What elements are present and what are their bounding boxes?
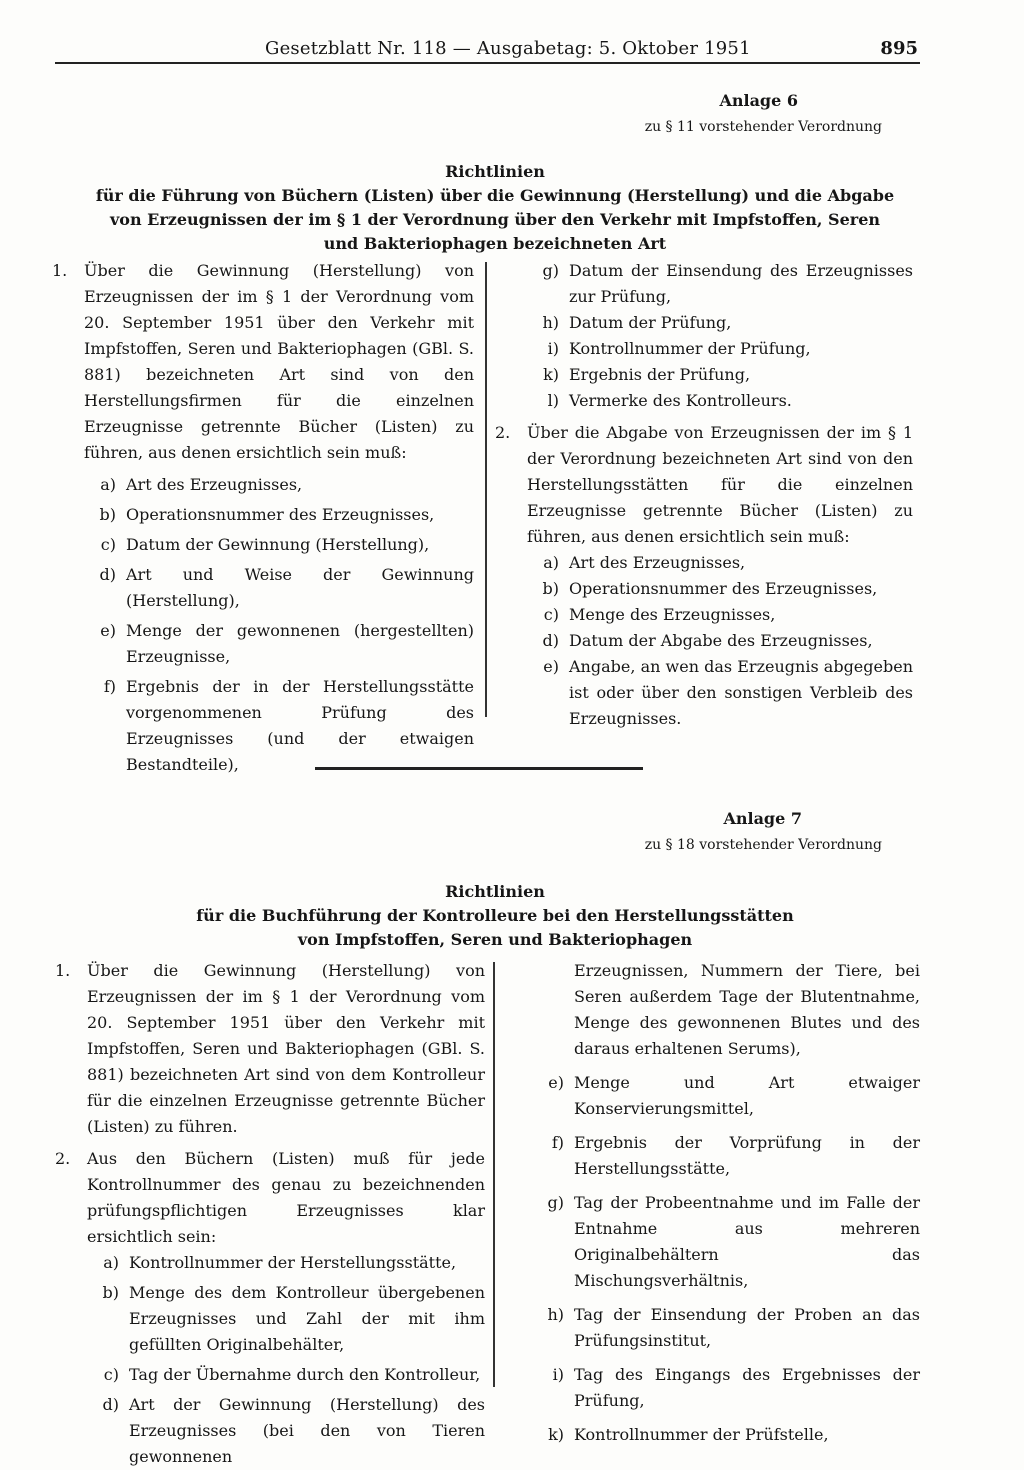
annex6-title bbox=[75, 160, 915, 256]
section-divider bbox=[315, 767, 643, 770]
list-item bbox=[527, 336, 913, 362]
list-item-text: Art des Erzeugnisses, bbox=[569, 553, 746, 572]
annex7-item-1 bbox=[55, 958, 485, 1140]
list-item-text: Ergebnis der Prüfung, bbox=[569, 365, 751, 384]
list-item bbox=[84, 618, 474, 670]
annex7-title bbox=[90, 880, 900, 952]
annex6-item-2 bbox=[495, 420, 913, 550]
annex6-title-line: für die Führung von Büchern (Listen) über die Gewinnung (Herstellung) und die Abgabe bbox=[95, 186, 895, 205]
list-item-text: Datum der Abgabe des Erzeugnisses, bbox=[569, 631, 873, 650]
annex6-left-column bbox=[52, 258, 474, 778]
annex7-title-line: Richtlinien bbox=[445, 882, 545, 901]
list-item-label: c) bbox=[103, 1365, 119, 1384]
list-item bbox=[527, 310, 913, 336]
item-number: 2. bbox=[495, 423, 511, 442]
list-item-text: Art und Weise der Gewinnung (Herstellung), bbox=[126, 565, 474, 610]
list-item bbox=[527, 628, 913, 654]
list-item-text: Menge der gewonnenen (hergestellten) Erzeugnisse, bbox=[126, 621, 474, 666]
list-item-label: h) bbox=[547, 1305, 564, 1324]
column-divider bbox=[493, 962, 495, 1387]
page-number: 895 bbox=[880, 38, 918, 59]
list-item-label: l) bbox=[547, 391, 559, 410]
page-header bbox=[90, 36, 918, 60]
list-item-label: i) bbox=[552, 1365, 564, 1384]
list-item-text: Menge des dem Kontrolleur übergebenen Erzeugnisses und Zahl der mit ihm gefüllten Originalbehälter, bbox=[129, 1283, 485, 1354]
list-item bbox=[84, 532, 474, 558]
list-item-label: a) bbox=[103, 1253, 119, 1272]
list-item-label: d) bbox=[102, 1395, 119, 1414]
list-item-label: d) bbox=[542, 631, 559, 650]
list-item bbox=[527, 362, 913, 388]
list-item-text: Tag der Probeentnahme und im Falle der Entnahme aus mehreren Originalbehältern das Mischungsverhältnis, bbox=[574, 1193, 920, 1290]
list-item bbox=[84, 562, 474, 614]
item-number: 2. bbox=[55, 1149, 71, 1168]
list-item bbox=[87, 1392, 485, 1470]
list-item-text: Kontrollnummer der Prüfstelle, bbox=[574, 1425, 829, 1444]
column-divider bbox=[485, 262, 487, 717]
list-item bbox=[532, 1302, 920, 1354]
list-item-text: Datum der Gewinnung (Herstellung), bbox=[126, 535, 430, 554]
list-item bbox=[527, 602, 913, 628]
list-item-text: Menge des Erzeugnisses, bbox=[569, 605, 776, 624]
annex7-item-2 bbox=[55, 1146, 485, 1250]
list-item bbox=[527, 388, 913, 414]
list-item-text: Art des Erzeugnisses, bbox=[126, 475, 303, 494]
list-item-continuation bbox=[532, 958, 920, 1062]
list-item-text: Datum der Einsendung des Erzeugnisses zur Prüfung, bbox=[569, 261, 913, 306]
list-item-text: Vermerke des Kontrolleurs. bbox=[569, 391, 792, 410]
list-item bbox=[527, 654, 913, 732]
annex6-reference: zu § 11 vorstehender Verordnung bbox=[644, 119, 882, 135]
list-item-text: Datum der Prüfung, bbox=[569, 313, 732, 332]
list-item-label: b) bbox=[99, 505, 116, 524]
list-item-label: i) bbox=[547, 339, 559, 358]
list-item-label: g) bbox=[547, 1193, 564, 1212]
list-item-label: a) bbox=[100, 475, 116, 494]
list-item-label: a) bbox=[543, 553, 559, 572]
list-item-text: Menge und Art etwaiger Konservierungsmittel, bbox=[574, 1073, 920, 1118]
list-item-text: Tag der Einsendung der Proben an das Prüfungsinstitut, bbox=[574, 1305, 920, 1350]
list-item bbox=[87, 1362, 485, 1388]
list-item-label: f) bbox=[551, 1133, 564, 1152]
list-item-label: k) bbox=[543, 365, 559, 384]
header-divider bbox=[55, 62, 920, 64]
list-item-text: Ergebnis der Vorprüfung in der Herstellungsstätte, bbox=[574, 1133, 920, 1178]
list-item bbox=[84, 674, 474, 778]
list-item-label: k) bbox=[548, 1425, 564, 1444]
annex7-right-column bbox=[500, 958, 920, 1448]
list-item-label: c) bbox=[543, 605, 559, 624]
list-item-label: e) bbox=[100, 621, 116, 640]
annex7-left-column bbox=[55, 958, 485, 1470]
list-item-label: d) bbox=[99, 565, 116, 584]
list-item bbox=[84, 472, 474, 498]
list-item bbox=[87, 1280, 485, 1358]
list-item-label: b) bbox=[542, 579, 559, 598]
list-item-label: b) bbox=[102, 1283, 119, 1302]
list-item-text: Art der Gewinnung (Herstellung) des Erzeugnisses (bei den von Tieren gewonnenen bbox=[129, 1395, 485, 1466]
list-item-text: Operationsnummer des Erzeugnisses, bbox=[569, 579, 878, 598]
item-number: 1. bbox=[55, 961, 71, 980]
list-item-label: g) bbox=[542, 261, 559, 280]
annex7-reference: zu § 18 vorstehender Verordnung bbox=[644, 837, 882, 853]
list-item bbox=[532, 1362, 920, 1414]
list-item bbox=[532, 1070, 920, 1122]
list-item bbox=[532, 1130, 920, 1182]
item-text: Über die Abgabe von Erzeugnissen der im § 1 der Verordnung bezeichneten Art sind von den Herstellungsstätten für die einzelnen Erzeugnisse getrennte Bücher (Listen) zu führen, aus denen ersichtlich sein muß: bbox=[527, 423, 913, 546]
list-item-label: c) bbox=[100, 535, 116, 554]
item-text: Über die Gewinnung (Herstellung) von Erzeugnissen der im § 1 der Verordnung vom 20. September 1951 über den Verkehr mit Impfstoffen, Seren und Bakteriophagen (GBl. S. 881) bezeichneten Art sind von dem Kontrolleur für die einzelnen Erzeugnisse getrennte Bücher (Listen) zu führen. bbox=[87, 961, 485, 1136]
annex7-title-line: für die Buchführung der Kontrolleure bei den Herstellungsstätten bbox=[196, 906, 794, 925]
annex6-title-line: von Erzeugnissen der im § 1 der Verordnung über den Verkehr mit Impfstoffen, Seren bbox=[109, 210, 881, 229]
annex6-title-line: und Bakteriophagen bezeichneten Art bbox=[323, 234, 667, 253]
list-item-text: Tag der Übernahme durch den Kontrolleur, bbox=[129, 1365, 481, 1384]
list-item-text: Ergebnis der in der Herstellungsstätte vorgenommenen Prüfung des Erzeugnisses (und der etwaigen Bestandteile), bbox=[126, 677, 474, 774]
list-item bbox=[87, 1250, 485, 1276]
annex7-title-line: von Impfstoffen, Seren und Bakteriophagen bbox=[297, 930, 693, 949]
header-title: Gesetzblatt Nr. 118 — Ausgabetag: 5. Oktober 1951 bbox=[265, 38, 751, 59]
list-item-label: f) bbox=[103, 677, 116, 696]
list-item-label: e) bbox=[548, 1073, 564, 1092]
item-number: 1. bbox=[52, 261, 68, 280]
item-text: Über die Gewinnung (Herstellung) von Erzeugnissen der im § 1 der Verordnung vom 20. September 1951 über den Verkehr mit Impfstoffen, Seren und Bakteriophagen (GBl. S. 881) bezeichneten Art sind von den Herstellungsfirmen für die einzelnen Erzeugnisse getrennte Bücher (Listen) zu führen, aus denen ersichtlich sein muß: bbox=[84, 261, 474, 462]
annex6-right-column bbox=[495, 258, 913, 732]
list-item-text: Erzeugnissen, Nummern der Tiere, bei Seren außerdem Tage der Blutentnahme, Menge des gewonnenen Blutes und des daraus erhaltenen Serums), bbox=[574, 961, 920, 1058]
item-text: Aus den Büchern (Listen) muß für jede Kontrollnummer des genau zu bezeichnenden prüfungspflichtigen Erzeugnisses klar ersichtlich sein: bbox=[87, 1149, 485, 1246]
annex6-label: Anlage 6 bbox=[719, 91, 798, 110]
list-item-text: Angabe, an wen das Erzeugnis abgegeben ist oder über den sonstigen Verbleib des Erzeugnisses. bbox=[569, 657, 913, 728]
list-item-text: Kontrollnummer der Prüfung, bbox=[569, 339, 811, 358]
list-item bbox=[84, 502, 474, 528]
list-item-text: Operationsnummer des Erzeugnisses, bbox=[126, 505, 435, 524]
list-item bbox=[532, 1190, 920, 1294]
list-item-text: Kontrollnummer der Herstellungsstätte, bbox=[129, 1253, 457, 1272]
list-item-label: e) bbox=[543, 657, 559, 676]
list-item bbox=[527, 258, 913, 310]
annex6-item-1 bbox=[52, 258, 474, 466]
annex7-label: Anlage 7 bbox=[723, 809, 802, 828]
list-item-text: Tag des Eingangs des Ergebnisses der Prüfung, bbox=[574, 1365, 920, 1410]
annex6-title-line: Richtlinien bbox=[445, 162, 545, 181]
list-item-label: h) bbox=[542, 313, 559, 332]
list-item bbox=[532, 1422, 920, 1448]
list-item bbox=[527, 576, 913, 602]
list-item bbox=[527, 550, 913, 576]
